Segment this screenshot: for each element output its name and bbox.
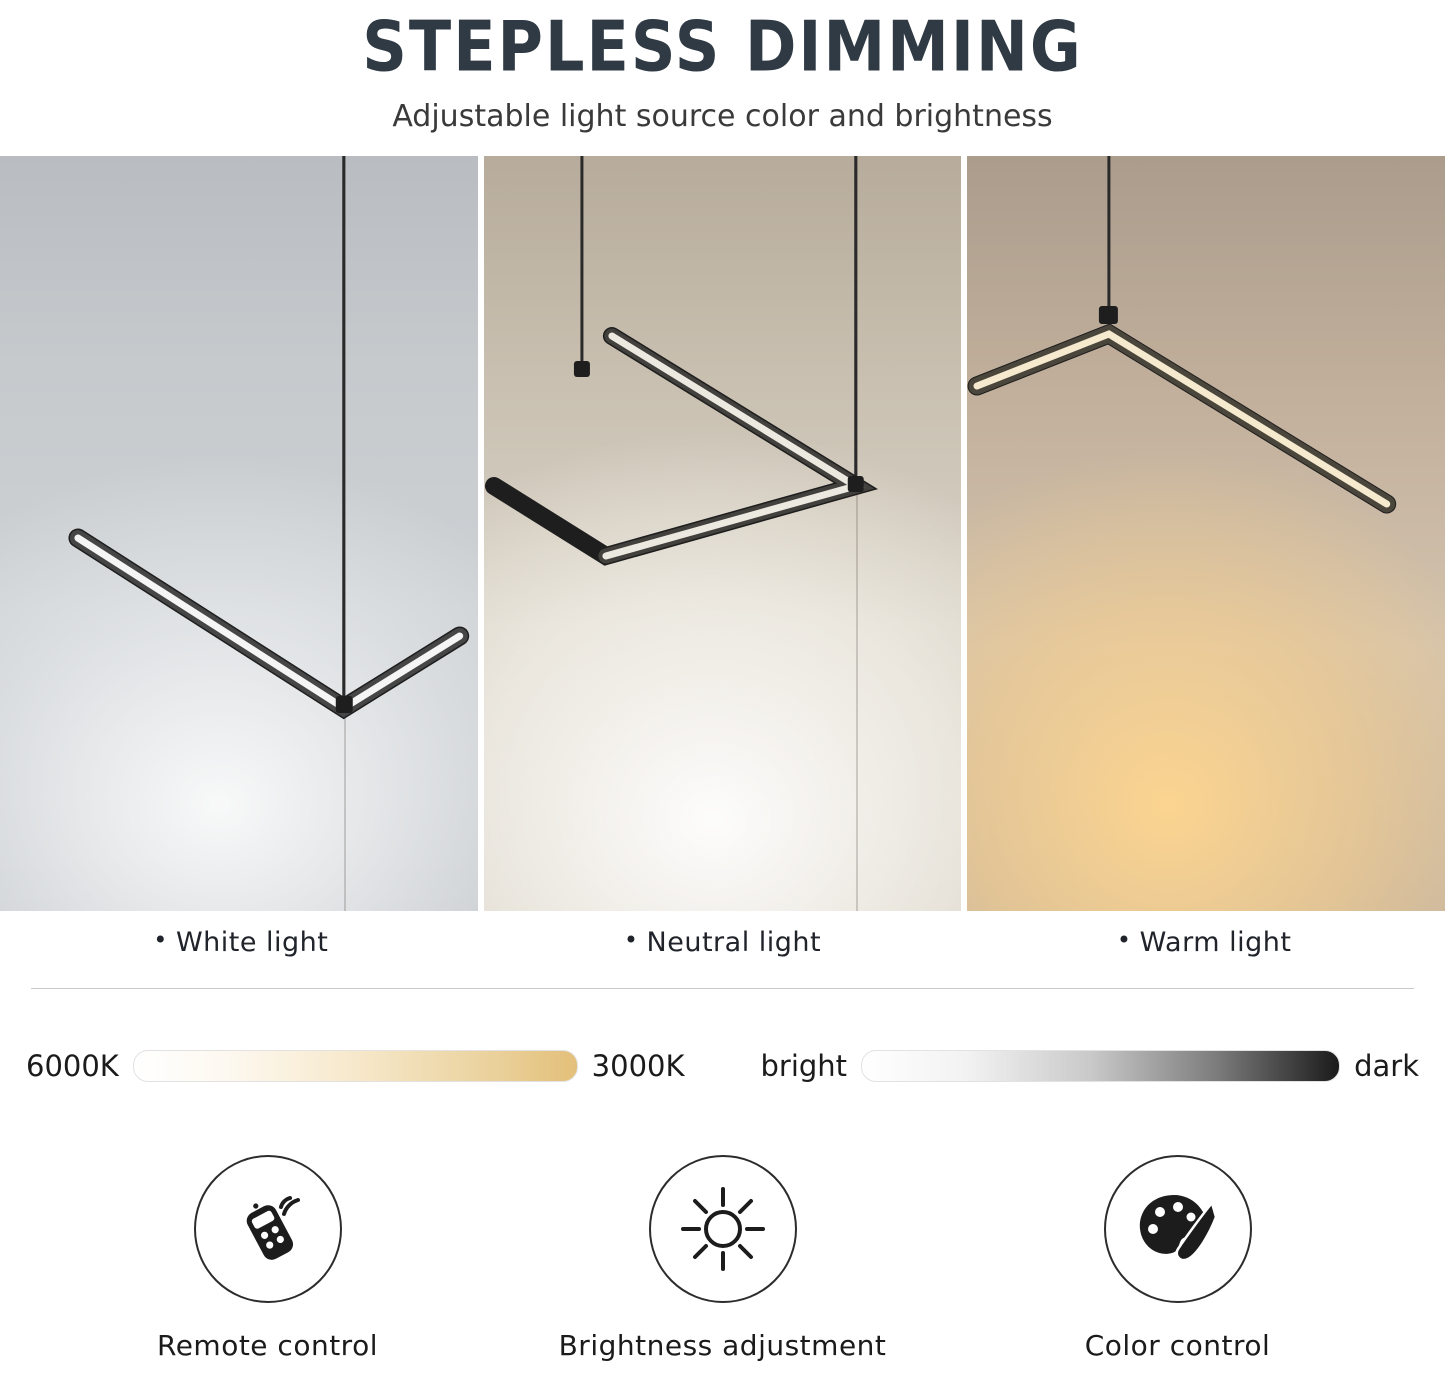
brightness-right-label: dark (1354, 1049, 1419, 1084)
feature-color-control (950, 1155, 1405, 1362)
feature-circle (1104, 1155, 1252, 1303)
photo-neutral-light (484, 156, 962, 911)
caption-label: Neutral light (646, 927, 822, 959)
brightness-left-label: bright (760, 1049, 848, 1084)
photo-captions (0, 927, 1445, 958)
feature-circle (649, 1155, 797, 1303)
brightness-slider[interactable] (761, 1049, 1420, 1083)
pendant-lamp-neutral (484, 156, 962, 911)
feature-circle (194, 1155, 342, 1303)
color-temperature-slider[interactable] (26, 1049, 685, 1083)
bullet-icon: • (1116, 926, 1132, 955)
photo-warm-light (967, 156, 1445, 911)
caption-label: Warm light (1139, 927, 1292, 959)
slider-section (0, 1049, 1445, 1083)
sun-brightness-icon (673, 1179, 773, 1279)
feature-remote-control (40, 1155, 495, 1362)
section-divider (31, 988, 1414, 989)
caption-label: White light (175, 927, 329, 959)
bullet-icon: • (623, 926, 639, 955)
bullet-icon: • (153, 926, 168, 955)
feature-label: Remote control (157, 1329, 378, 1363)
feature-brightness-adjustment (495, 1155, 950, 1362)
caption-warm-light (963, 927, 1445, 958)
remote-control-icon (220, 1181, 316, 1277)
feature-section (0, 1155, 1445, 1362)
header (0, 0, 1445, 134)
caption-neutral-light (482, 927, 964, 958)
paint-palette-icon (1128, 1179, 1228, 1279)
caption-white-light (0, 927, 482, 958)
brightness-track[interactable] (861, 1050, 1340, 1082)
page-subtitle: Adjustable light source color and brightness (392, 99, 1053, 135)
photo-white-light (0, 156, 478, 911)
pendant-lamp-white (0, 156, 478, 911)
temperature-track[interactable] (133, 1050, 578, 1082)
light-mode-photo-strip (0, 156, 1445, 911)
pendant-lamp-warm (967, 156, 1445, 911)
temperature-right-label: 3000K (591, 1049, 685, 1084)
feature-label: Color control (1084, 1329, 1271, 1363)
feature-label: Brightness adjustment (558, 1329, 887, 1363)
page-title: STEPLESS DIMMING (362, 5, 1083, 88)
temperature-left-label: 6000K (26, 1049, 119, 1084)
